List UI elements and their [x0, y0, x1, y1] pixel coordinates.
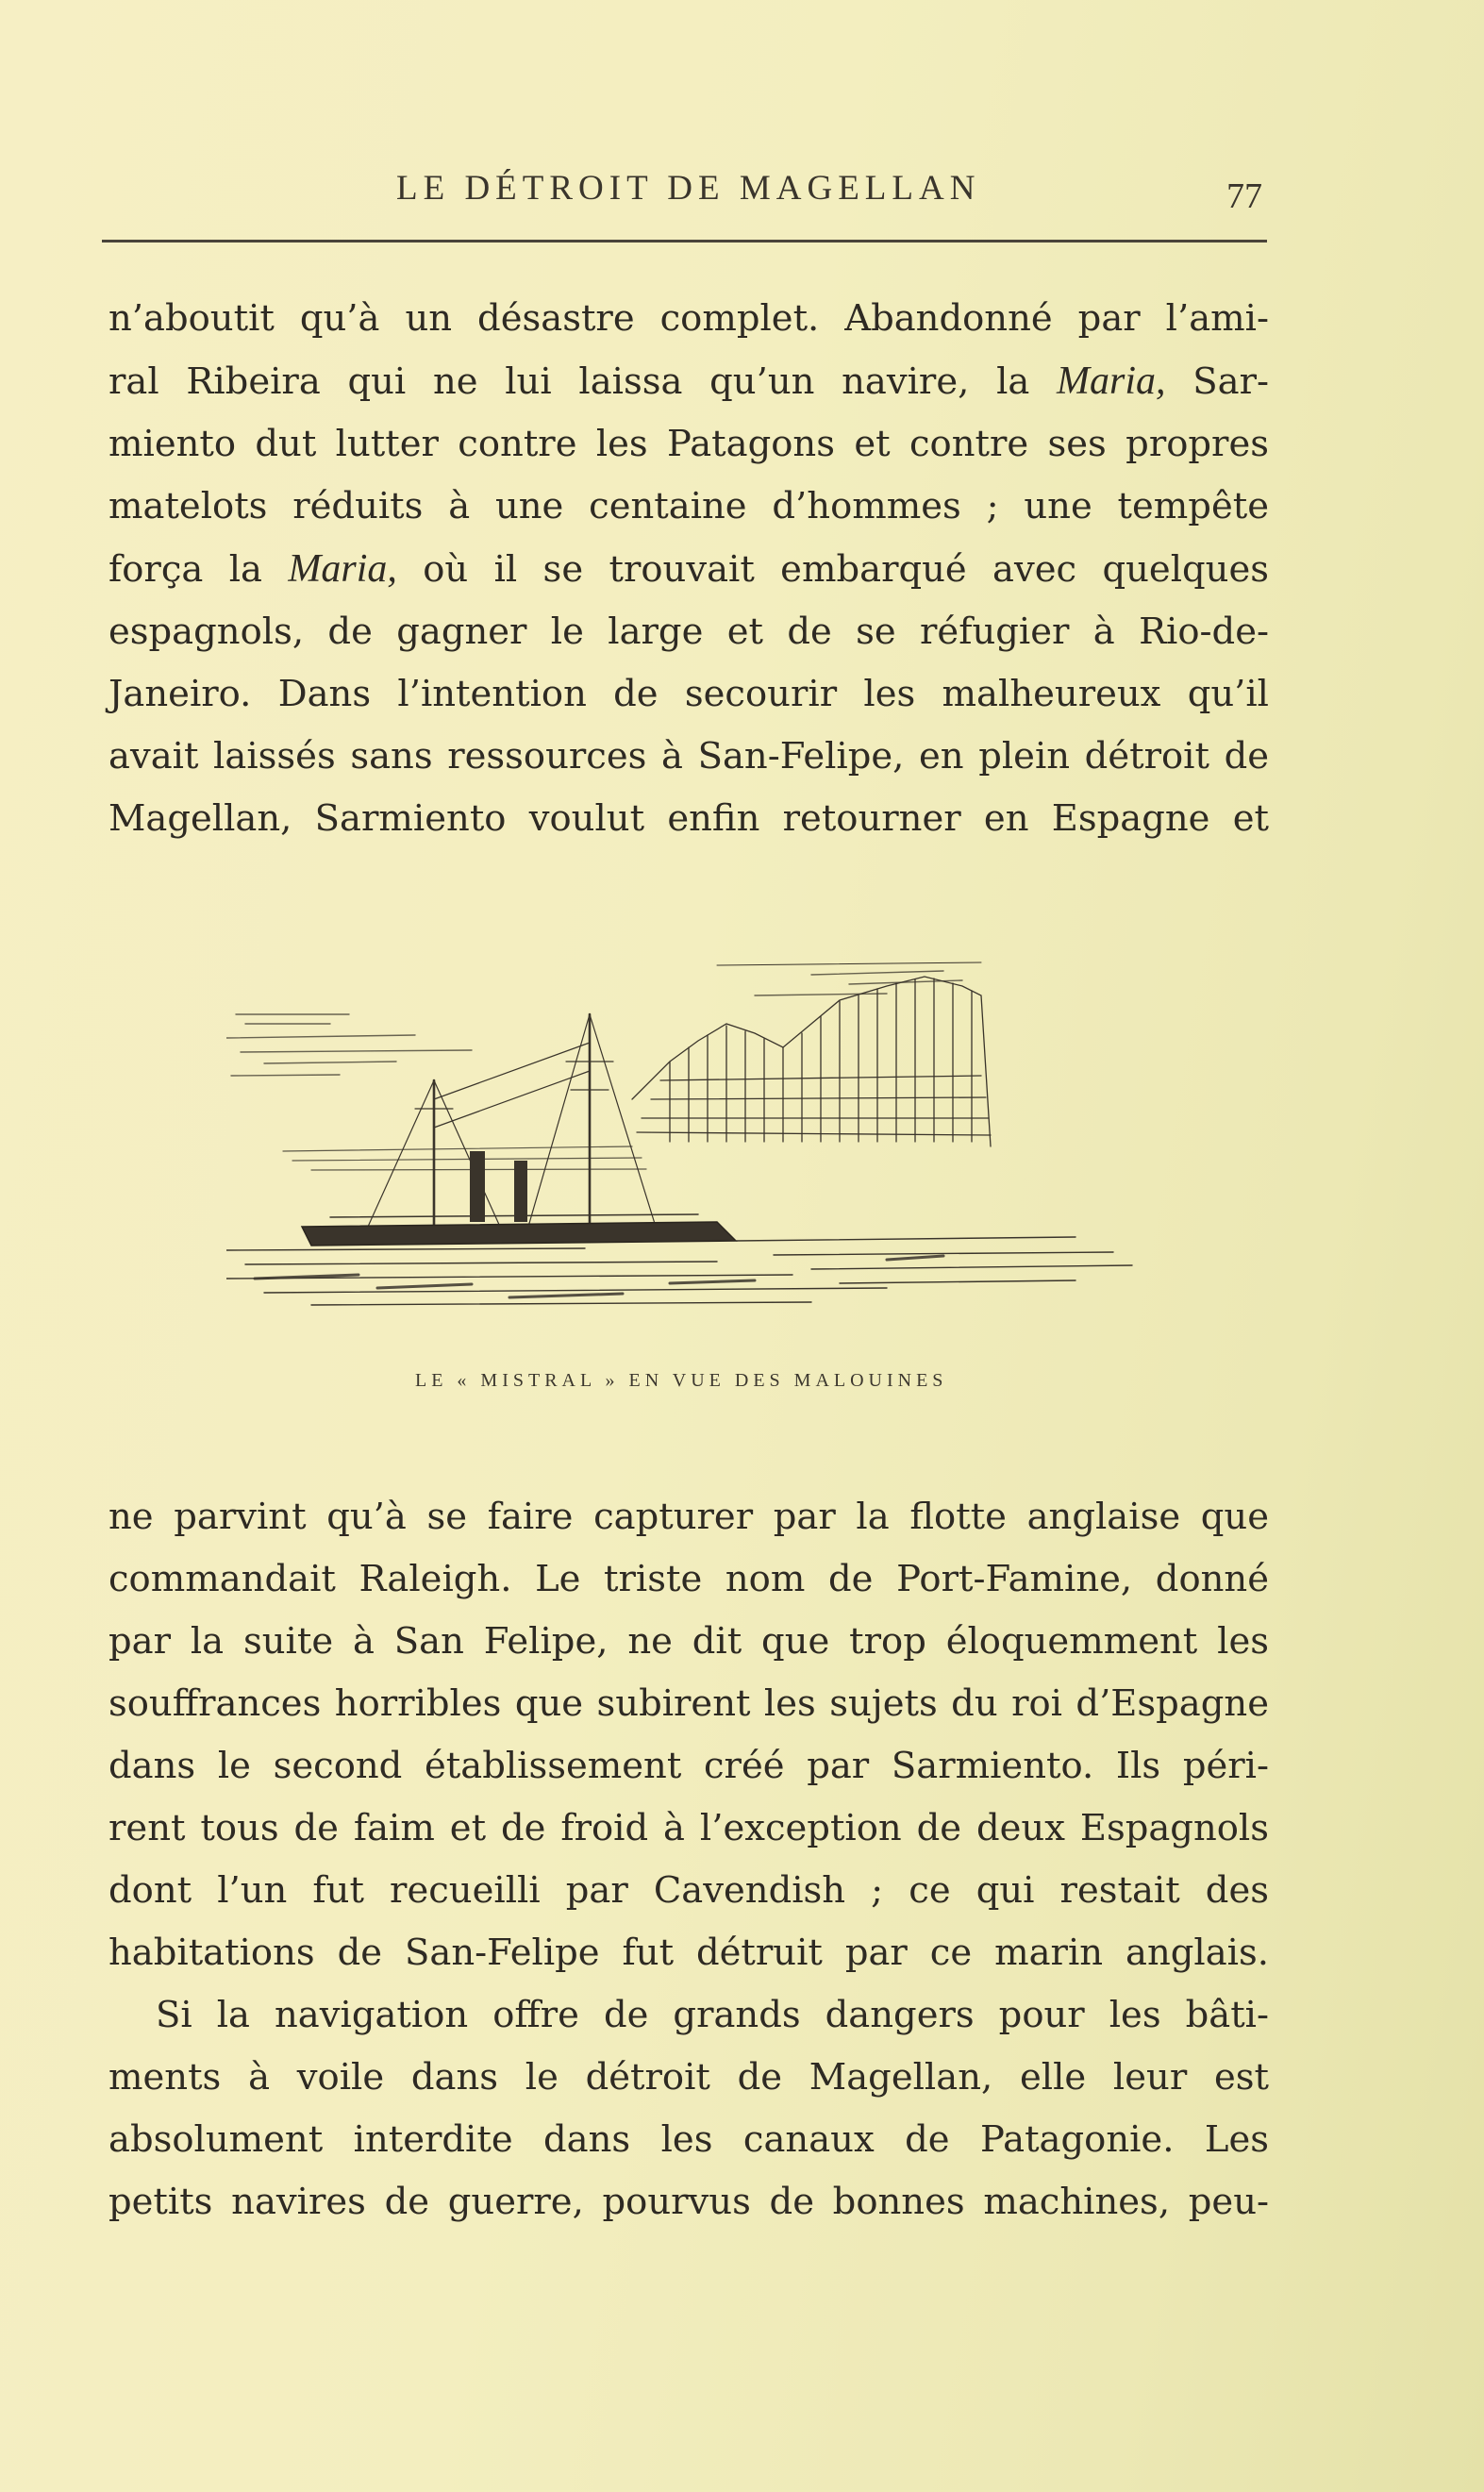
text-line: Magellan, Sarmiento voulut enfin retourner en Espagne et: [108, 797, 1269, 840]
text-line: petits navires de guerre, pourvus de bonnes machines, peu-: [108, 2181, 1269, 2223]
paragraph-1: [108, 288, 1269, 850]
header-rule: [102, 240, 1267, 243]
text-line: rent tous de faim et de froid à l’exception de deux Espagnols: [108, 1807, 1269, 1849]
engraving-steamship-illustration: [226, 958, 1142, 1316]
text-line: dans le second établissement créé par Sarmiento. Ils péri-: [108, 1745, 1269, 1787]
text-line: dont l’un fut recueilli par Cavendish ; ce qui restait des: [108, 1869, 1269, 1912]
illustration-caption: LE « MISTRAL » EN VUE DES MALOUINES: [415, 1370, 948, 1391]
text-line: matelots réduits à une centaine d’hommes ; une tempête: [108, 485, 1269, 527]
text-line: absolument interdite dans les canaux de Patagonie. Les: [108, 2118, 1269, 2161]
text-line: avait laissés sans ressources à San-Felipe, en plein détroit de: [108, 735, 1269, 778]
text-line: habitations de San-Felipe fut détruit par ce marin anglais.: [108, 1932, 1269, 1974]
text-line: força la Maria, où il se trouvait embarqué avec quelques: [108, 547, 1269, 591]
text-line: souffrances horribles que subirent les sujets du roi d’Espagne: [108, 1682, 1269, 1725]
ship-name-italic: Maria,: [288, 547, 397, 591]
text-line: n’aboutit qu’à un désastre complet. Abandonné par l’ami-: [108, 297, 1269, 340]
text-line: ral Ribeira qui ne lui laissa qu’un navire, la Maria, Sar-: [108, 360, 1269, 403]
text-line: espagnols, de gagner le large et de se réfugier à Rio-de-: [108, 610, 1269, 653]
text-line: miento dut lutter contre les Patagons et contre ses propres: [108, 423, 1269, 465]
text-line: Si la navigation offre de grands dangers pour les bâti-: [156, 1994, 1269, 2036]
running-title: LE DÉTROIT DE MAGELLAN: [396, 169, 981, 208]
text-line: ne parvint qu’à se faire capturer par la flotte anglaise que: [108, 1496, 1269, 1538]
ship-name-italic: Maria,: [1057, 360, 1166, 403]
text-line: Janeiro. Dans l’intention de secourir les malheureux qu’il: [108, 673, 1269, 715]
paragraph-2: [108, 1486, 1269, 2233]
page-number: 77: [1226, 176, 1262, 216]
text-line: par la suite à San Felipe, ne dit que trop éloquemment les: [108, 1620, 1269, 1663]
text-line: commandait Raleigh. Le triste nom de Port-Famine, donné: [108, 1558, 1269, 1600]
text-line: ments à voile dans le détroit de Magellan, elle leur est: [108, 2056, 1269, 2099]
